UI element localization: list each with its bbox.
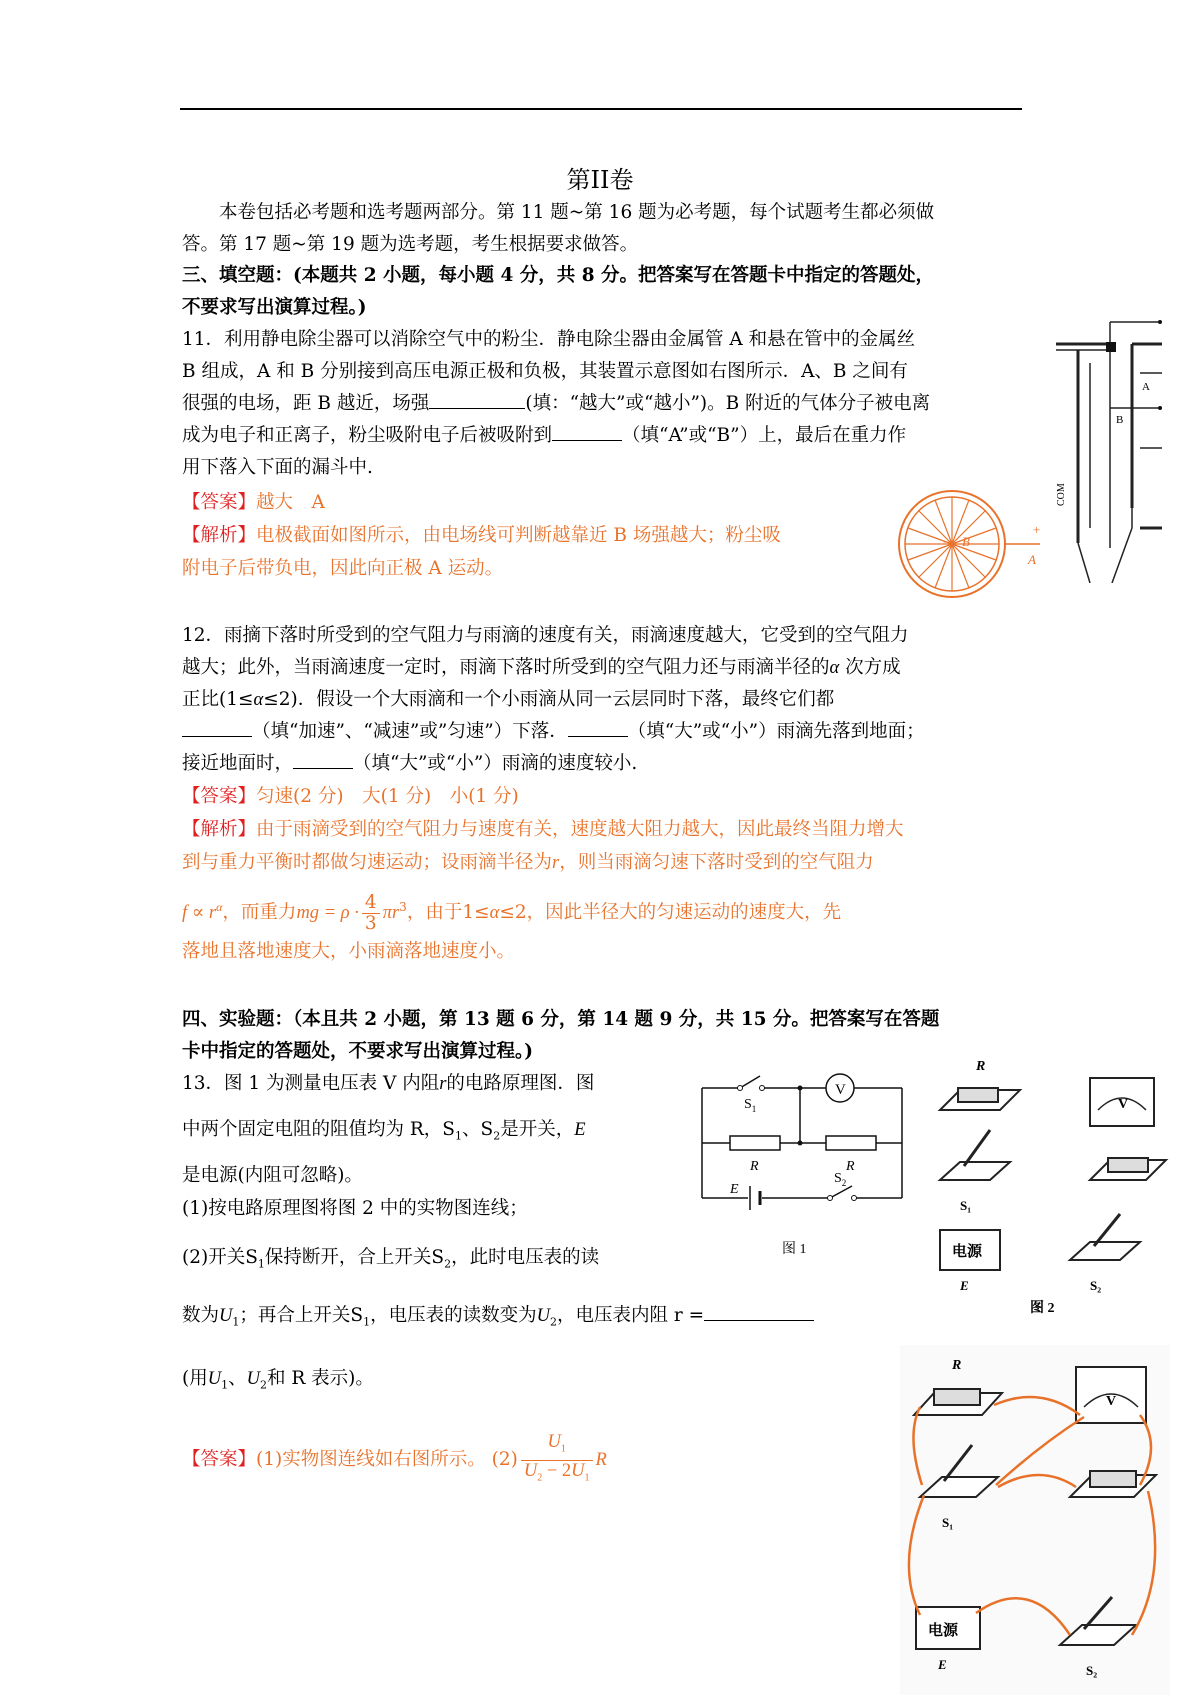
section4-heading-1: 四、实验题：（本且共 2 小题，第 13 题 6 分，第 14 题 9 分，共 15 分。把答案写在答题	[182, 1009, 940, 1030]
q13-line-6a: 数为	[182, 1305, 220, 1326]
q13-line-1	[182, 1068, 682, 1100]
q11-answer-tag: 【答案】	[182, 492, 257, 513]
fig2-label-e: E	[960, 1278, 969, 1293]
q13-line-2b: 、S	[462, 1119, 494, 1140]
resistor-1	[730, 1136, 780, 1150]
q12-analysis-tag: 【解析】	[182, 819, 257, 840]
fig3-label-power: 电源	[928, 1623, 959, 1639]
q13-line-1-r: r	[439, 1074, 447, 1094]
q13-line-1b: 的电路原理图．图	[446, 1073, 595, 1094]
q12-pi-r: πr	[382, 903, 400, 924]
q12-analysis-3b: ，由于1≤	[406, 902, 490, 924]
q13-line-6-s1: 1	[363, 1315, 371, 1329]
q12-line-1: 12．雨摘下落时所受到的空气阻力与雨滴的速度有关，雨滴速度越大，它受到的空气阻力	[182, 625, 909, 646]
q12-answer	[182, 781, 1022, 813]
fig2-caption: 图 2	[1030, 1301, 1055, 1316]
cross-section-label-minus: −	[943, 535, 950, 549]
q13-line-6	[182, 1300, 922, 1339]
q12-analysis-3	[182, 883, 1022, 937]
section3-heading-2: 不要求写出演算过程。)	[182, 297, 367, 318]
q12-line-3	[182, 684, 1022, 716]
electrode-b-dot	[949, 541, 955, 547]
device-label-a: A	[1142, 381, 1150, 393]
electrode-cross-section-figure	[880, 488, 1050, 600]
q12-analysis-2a: 到与重力平衡时都做匀速运动；设雨滴半径为	[182, 852, 553, 873]
q12-line-5a: 接近地面时，	[182, 753, 294, 774]
q12-blank-3	[293, 750, 353, 769]
fig3-label-s2: S₂	[1086, 1663, 1098, 1678]
q13-line-7a: (用	[182, 1368, 208, 1389]
q13-line-6d: ，电压表内阻 r =	[556, 1305, 705, 1326]
q12-line-4	[182, 716, 1022, 748]
q13-ans-num-sub: 1	[560, 1443, 566, 1455]
intro-line-2: 答。第 17 题~第 19 题为选考题，考生根据要求做答。	[182, 234, 639, 255]
fig2-label-s2: S₂	[1090, 1278, 1102, 1293]
switch-s2-component	[1070, 1214, 1140, 1293]
q11-analysis-tag: 【解析】	[182, 525, 257, 546]
fig1-label-v: V	[835, 1082, 846, 1098]
q12-analysis-2b: ，则当雨滴匀速下落时受到的空气阻力	[559, 852, 874, 873]
fig3-voltmeter	[1076, 1367, 1146, 1423]
q13-line-7	[182, 1363, 682, 1402]
wire-electrode	[1106, 342, 1116, 352]
q12-analysis-2	[182, 847, 1022, 879]
q13-line-2	[182, 1114, 682, 1153]
q12-line-5	[182, 748, 1022, 780]
q13-line-3: 是电源(内阻可忽略)。	[182, 1165, 363, 1186]
q13-line-6c: ，电压表的读数变为	[370, 1305, 537, 1326]
q12-f-expr: f ∝ r	[182, 903, 217, 924]
q13-line-2c: 是开关，	[500, 1119, 575, 1140]
q12-answer-tag: 【答案】	[182, 786, 257, 807]
fig3-label-e: E	[938, 1657, 947, 1672]
power-supply-component	[940, 1230, 1000, 1293]
q11-line-1: 11．利用静电除尘器可以消除空气中的粉尘．静电除尘器由金属管 A 和悬在管中的金属丝	[182, 329, 916, 350]
q13-ans-den-U2: U	[523, 1460, 538, 1481]
section3-heading-1: 三、填空题：(本题共 2 小题，每小题 4 分，共 8 分。把答案写在答题卡中指定的答题处，	[182, 265, 935, 286]
q13-line-6-U1: U	[219, 1306, 233, 1326]
q12-analysis-4: 落地且落地速度大，小雨滴落地速度小。	[182, 941, 516, 962]
q12-blank-1	[182, 718, 252, 737]
device-label-b: B	[1116, 414, 1124, 426]
fig3-label-r: R	[952, 1358, 962, 1373]
q12-line-3b: ≤2)．假设一个大雨滴和一个小雨滴从同一云层同时下落，最终它们都	[263, 689, 835, 710]
circuit-figure-1	[690, 1058, 920, 1258]
q11-line-4b: （填“A”或“B”）上，最后在重力作	[622, 425, 907, 446]
q12-line-3a: 正比(1≤	[182, 689, 254, 710]
resistor-component	[940, 1059, 1020, 1110]
q12-pi-exp: 3	[399, 900, 407, 914]
q11-line-5: 用下落入下面的漏斗中.	[182, 457, 373, 478]
q12-line-4b: （填“大”或“小”）雨滴先落到地面；	[627, 721, 925, 742]
q12-line-4a: （填“加速”、“减速”或”匀速”）下落．	[252, 721, 568, 742]
q13-answer-2: (2)	[491, 1449, 518, 1471]
fig1-label-e: E	[730, 1182, 739, 1197]
q13-ans-den-s1: 1	[584, 1472, 590, 1484]
fig1-label-r1: R	[750, 1159, 759, 1174]
q11-answer-text: 越大 A	[256, 492, 325, 513]
fig2-label-power: 电源	[952, 1244, 983, 1260]
fig1-label-r2: R	[846, 1159, 855, 1174]
switch-s1-component	[940, 1130, 1010, 1213]
q12-frac-den: 3	[364, 912, 377, 934]
q13-line-2-s2: 2	[493, 1129, 501, 1143]
components-figure-2	[930, 1050, 1170, 1338]
q13-ans-den-s2: 2	[537, 1472, 543, 1484]
intro-line-1: 本卷包括必考题和选考题两部分。第 11 题~第 16 题为必考题，每个试题考生都必须做	[219, 202, 935, 223]
q13-line-2-s1: 1	[455, 1129, 462, 1143]
q13-line-7-U2: U	[246, 1369, 260, 1389]
q11-analysis-text-1: 电极截面如图所示，由电场线可判断越靠近 B 场强越大；粉尘吸	[256, 525, 781, 546]
cross-section-label-a: A	[1028, 552, 1036, 567]
q13-ans-den	[521, 1461, 593, 1489]
q13-line-2-E: E	[574, 1120, 586, 1140]
q13-answer	[182, 1432, 702, 1488]
q11-line-3	[182, 388, 1022, 420]
cross-section-label-b: B	[962, 534, 970, 549]
fig1-label-s2: $S_2$	[834, 1171, 847, 1188]
q13-ans-den-U1: U	[571, 1460, 585, 1481]
q11-analysis-2: 附电子后带负电，因此向正极 A 运动。	[182, 558, 504, 579]
q12-mg-expr: mg = ρ ·	[296, 903, 359, 924]
switch-s1-blade	[740, 1076, 760, 1088]
q12-line-2	[182, 652, 1022, 684]
section4-heading-2: 卡中指定的答题处，不要求写出演算过程。)	[182, 1041, 534, 1062]
device-label-com: COM	[1056, 483, 1067, 506]
q12-answer-text: 匀速(2 分) 大(1 分) 小(1 分)	[256, 786, 519, 807]
wired-components-figure	[900, 1345, 1170, 1695]
q13-line-7-U2s: 2	[259, 1378, 267, 1392]
q11-line-2: B 组成，A 和 B 分别接到高压电源正极和负极，其装置示意图如右图所示．A、B 之间有	[182, 361, 908, 382]
q11-line-4a: 成为电子和正离子，粉尘吸附电子后被吸附到	[182, 425, 553, 446]
q12-f-exp: α	[216, 900, 223, 914]
q12-alpha-1: α	[829, 658, 840, 678]
q12-blank-2	[568, 718, 628, 737]
q12-analysis-3c: ≤2，因此半径大的匀速运动的速度大，先	[499, 902, 842, 924]
fig2-label-s1: S₁	[960, 1198, 972, 1213]
q12-analysis-3a: ，而重力	[222, 902, 297, 924]
fig1-label-s1: $S_1$	[744, 1097, 757, 1114]
q12-line-5b: （填“大”或“小”）雨滴的速度较小.	[353, 753, 638, 774]
q13-ans-R: R	[595, 1450, 607, 1471]
q13-line-7-U1s: 1	[221, 1378, 229, 1392]
q13-ans-num-U: U	[547, 1432, 561, 1452]
q12-frac-num: 4	[362, 893, 380, 914]
q13-line-7c: 和 R 表示)。	[266, 1368, 374, 1389]
q13-line-2a: 中两个固定电阻的阻值均为 R，S	[182, 1119, 455, 1140]
fig3-label-v: V	[1106, 1394, 1117, 1409]
q13-line-6-U2: U	[536, 1306, 550, 1326]
q13-ans-num	[521, 1432, 593, 1461]
q13-line-7b: 、	[228, 1368, 247, 1389]
q13-answer-fraction	[521, 1432, 593, 1488]
cross-section-label-plus: +	[1033, 522, 1041, 537]
q12-analysis-r: r	[552, 853, 560, 873]
q11-blank-2	[552, 422, 622, 441]
header-rule	[180, 108, 1022, 110]
resistor-2	[826, 1136, 876, 1150]
q13-line-6-U1s: 1	[232, 1315, 240, 1329]
q12-analysis-text-1: 由于雨滴受到的空气阻力与速度有关，速度越大阻力越大，因此最终当阻力增大	[256, 819, 904, 840]
q13-line-4: (1)按电路原理图将图 2 中的实物图连线；	[182, 1198, 528, 1219]
q13-line-5-s2: 2	[444, 1257, 452, 1271]
q12-fraction	[362, 893, 380, 934]
q13-line-5a: (2)开关S	[182, 1247, 258, 1268]
q13-line-6-U2s: 2	[549, 1315, 557, 1329]
q11-line-3a: 很强的电场，距 B 越近，场强	[182, 393, 430, 414]
voltmeter-component	[1090, 1078, 1154, 1126]
fig2-label-r: R	[976, 1059, 986, 1074]
q13-line-7-U1: U	[207, 1369, 222, 1389]
q12-line-2a: 越大；此外，当雨滴速度一定时，雨滴下落时所受到的空气阻力还与雨滴半径的	[182, 657, 830, 678]
fig2-label-v: V	[1118, 1097, 1129, 1112]
fig3-label-s1: S₁	[942, 1515, 954, 1530]
q13-line-5	[182, 1242, 702, 1281]
q11-line-3b: (填：“越大”或“越小”)。B 附近的气体分子被电离	[525, 393, 931, 414]
q13-line-5c: ，此时电压表的读	[451, 1247, 600, 1268]
q11-analysis-1	[182, 520, 862, 552]
q13-line-5b: 保持断开，合上开关S	[264, 1247, 445, 1268]
q13-ans-den-mid: − 2	[542, 1460, 572, 1481]
q12-analysis-1	[182, 814, 1022, 846]
q13-answer-1: (1)实物图连线如右图所示。	[256, 1449, 486, 1471]
q12-line-2b: 次方成	[839, 657, 901, 678]
fig1-caption: 图 1	[782, 1242, 807, 1257]
q13-line-5-s1: 1	[257, 1257, 265, 1271]
q11-line-4	[182, 420, 1022, 452]
q12-alpha-2: α	[253, 690, 264, 710]
q12-alpha-3: α	[489, 903, 500, 924]
resistor2-component	[1090, 1158, 1166, 1180]
q13-line-1a: 13．图 1 为测量电压表 V 内阻	[182, 1073, 440, 1094]
q13-line-6b: ；再合上开关S	[239, 1305, 364, 1326]
precipitator-figure	[1050, 318, 1170, 583]
q11-blank-1	[429, 390, 525, 409]
q13-answer-tag: 【答案】	[182, 1449, 257, 1471]
page-title: 第II卷	[566, 166, 634, 194]
q13-blank-r	[704, 1302, 814, 1321]
